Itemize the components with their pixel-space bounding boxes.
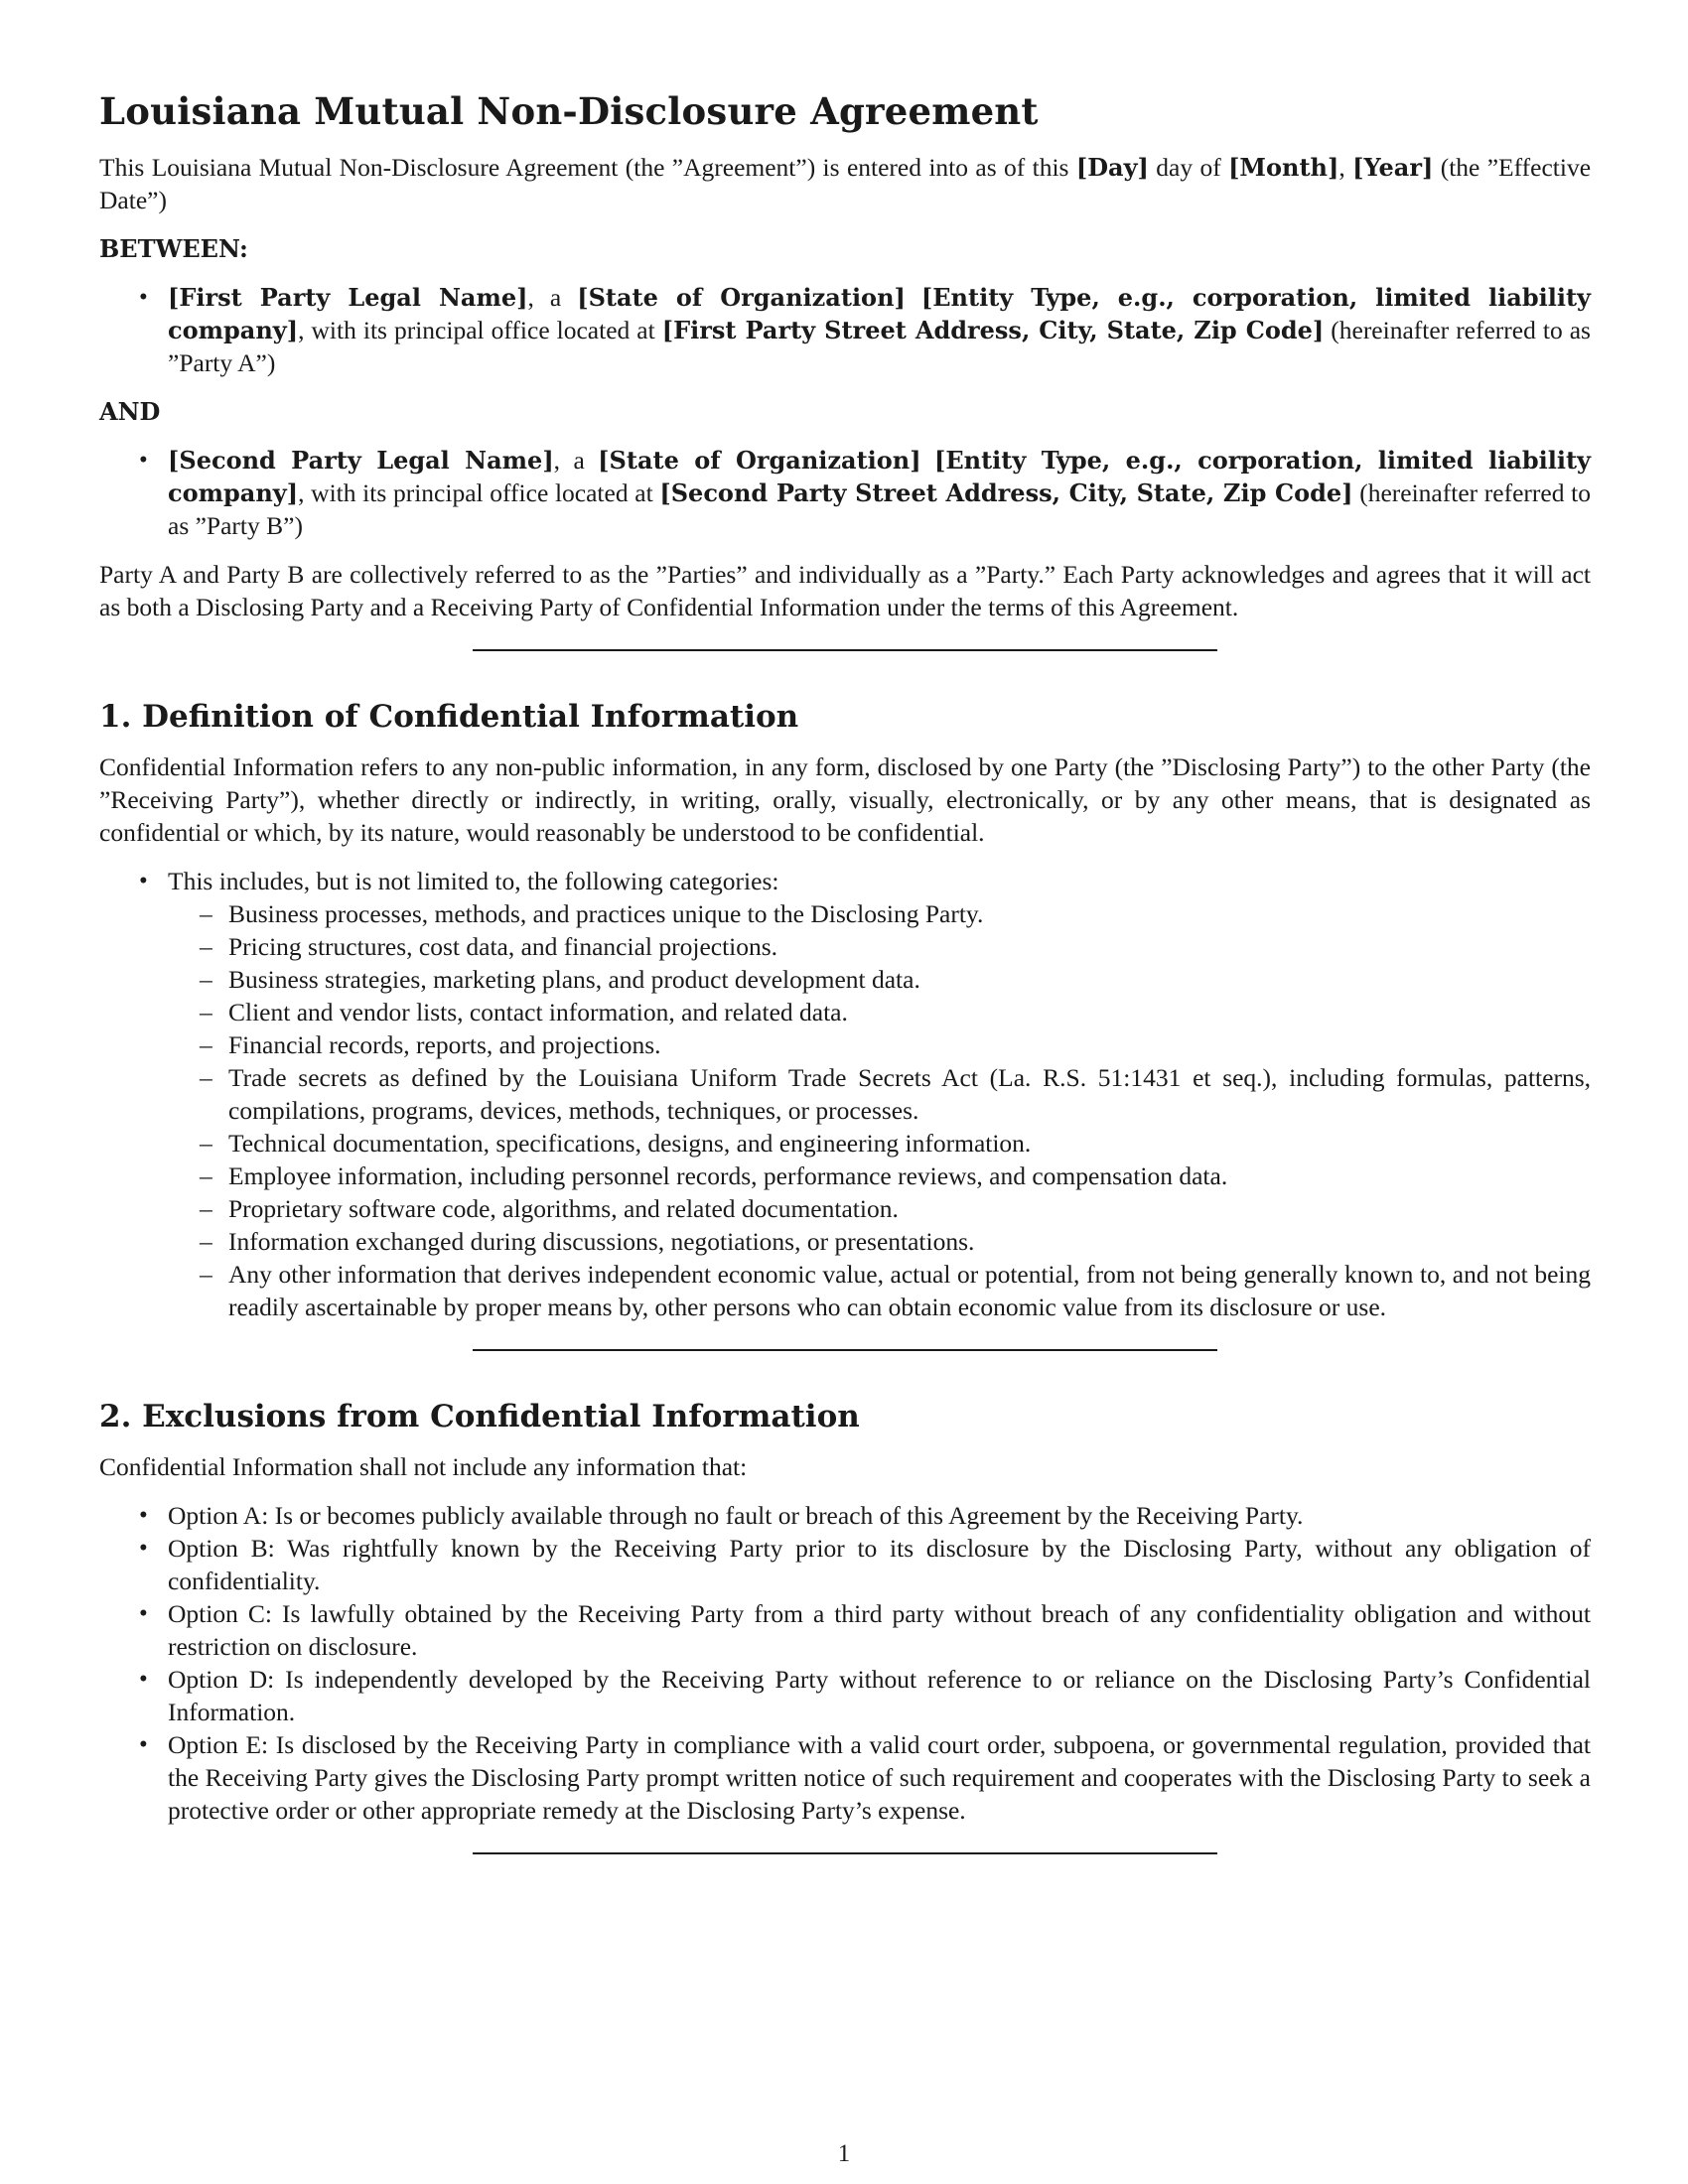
list-item: – Client and vendor lists, contact information, and related data. [168, 996, 1591, 1028]
party-a-item: • [First Party Legal Name], a [State of Organization] [Entity Type, e.g., corporation, limited liability company], with its principal office located at [First Party Street Address, City, State, Zip Code] (hereinafter referred to as ”Party A”) [99, 281, 1591, 379]
list-item: – Business strategies, marketing plans, and product development data. [168, 963, 1591, 996]
section-1-heading: 1. Definition of Confidential Information [99, 699, 799, 735]
list-item: – Employee information, including personnel records, performance reviews, and compensation data. [168, 1160, 1591, 1192]
list-item: • Option E: Is disclosed by the Receiving Party in compliance with a valid court order, subpoena, or governmental regulation, provided that the Receiving Party gives the Disclosing Party prompt written notice of such requirement and cooperates with the Disclosing Party to seek a protective order or other appropriate remedy at the Disclosing Party’s expense. [99, 1728, 1591, 1827]
between-label: BETWEEN: [99, 234, 248, 263]
list-item: – Proprietary software code, algorithms, and related documentation. [168, 1192, 1591, 1225]
party-a-list [99, 281, 1591, 379]
party-b-item: • [Second Party Legal Name], a [State of Organization] [Entity Type, e.g., corporation, limited liability company], with its principal office located at [Second Party Street Address, City, State, Zip Code] (hereinafter referred to as ”Party B”) [99, 444, 1591, 542]
list-item: – Financial records, reports, and projections. [168, 1028, 1591, 1061]
document-page [99, 87, 1591, 1900]
intro-paragraph: This Louisiana Mutual Non-Disclosure Agreement (the ”Agreement”) is entered into as of this [Day] day of [Month], [Year] (the ”Effective Date”) [99, 153, 1592, 214]
section-2-heading: 2. Exclusions from Confidential Information [99, 1399, 860, 1434]
list-item: – Information exchanged during discussions, negotiations, or presentations. [168, 1225, 1591, 1258]
and-label: AND [99, 397, 161, 426]
section-2-text: Confidential Information shall not include any information that: [99, 1452, 748, 1481]
section-1-list [99, 865, 1591, 1323]
category-list [168, 897, 1591, 1323]
section-divider [473, 1852, 1217, 1854]
list-item: • Option B: Was rightfully known by the Receiving Party prior to its disclosure by the Disclosing Party, without any obligation of confidentiality. [99, 1532, 1591, 1597]
section-1-bullet: • This includes, but is not limited to, the following categories: – Business processes, methods, and practices unique to the Disclosing Party. – Pricing structures, cost data, and financial projections. – Business strategies, marketing plans, and product development data. – Client and vendor lists, contact information, and related data. – Financial records, reports, and projections. – Trade secrets as defined by the Louisiana Uniform Trade Secrets Act (La. R.S. 51:1431 et seq.), including formulas, patterns, compilations, programs, devices, methods, techniques, or processes. – Technical documentation, specifications, designs, and engineering information. – Employee information, including personnel records, performance reviews, and compensation data. – Proprietary software code, algorithms, and related documentation. – Information exchanged during discussions, negotiations, or presentations. – Any other information that derives independent economic value, actual or potential, from not being generally known to, and not being readily ascertainable by proper means by, other persons who can obtain economic value from its disclosure or use. [99, 865, 1591, 1323]
party-b-list [99, 444, 1591, 542]
section-divider [473, 1349, 1217, 1351]
section-divider [473, 649, 1217, 651]
list-item: – Business processes, methods, and practices unique to the Disclosing Party. [168, 897, 1591, 930]
exclusions-list [99, 1499, 1591, 1827]
year-placeholder: [Year] [1352, 153, 1434, 182]
list-item: – Any other information that derives independent economic value, actual or potential, from not being generally known to, and not being readily ascertainable by proper means by, other persons who can obtain economic value from its disclosure or use. [168, 1258, 1591, 1323]
page-number: 1 [837, 2140, 851, 2167]
section-1-text: Confidential Information refers to any non-public information, in any form, disclosed by one Party (the ”Disclosing Party”) to the other Party (the ”Receiving Party”), whether directly or indirectly, in writing, orally, visually, electronically, or by any other means, that is designated as confidential or which, by its nature, would reasonably be understood to be confidential. [99, 752, 1591, 847]
parties-paragraph: Party A and Party B are collectively referred to as the ”Parties” and individually as a ”Party.” Each Party acknowledges and agrees that it will act as both a Disclosing Party and a Receiving Party of Confidential Information under the terms of this Agreement. [99, 560, 1591, 621]
list-item: – Trade secrets as defined by the Louisiana Uniform Trade Secrets Act (La. R.S. 51:1431 et seq.), including formulas, patterns, compilations, programs, devices, methods, techniques, or processes. [168, 1061, 1591, 1127]
list-item: – Technical documentation, specifications, designs, and engineering information. [168, 1127, 1591, 1160]
list-item: • Option D: Is independently developed by the Receiving Party without reference to or reliance on the Disclosing Party’s Confidential Information. [99, 1663, 1591, 1728]
month-placeholder: [Month] [1228, 153, 1339, 182]
day-placeholder: [Day] [1075, 153, 1149, 182]
list-item: – Pricing structures, cost data, and financial projections. [168, 930, 1591, 963]
list-item: • Option C: Is lawfully obtained by the Receiving Party from a third party without breach of any confidentiality obligation and without restriction on disclosure. [99, 1597, 1591, 1663]
list-item: • Option A: Is or becomes publicly available through no fault or breach of this Agreement by the Receiving Party. [99, 1499, 1591, 1532]
document-title: Louisiana Mutual Non-Disclosure Agreement [99, 89, 1039, 133]
